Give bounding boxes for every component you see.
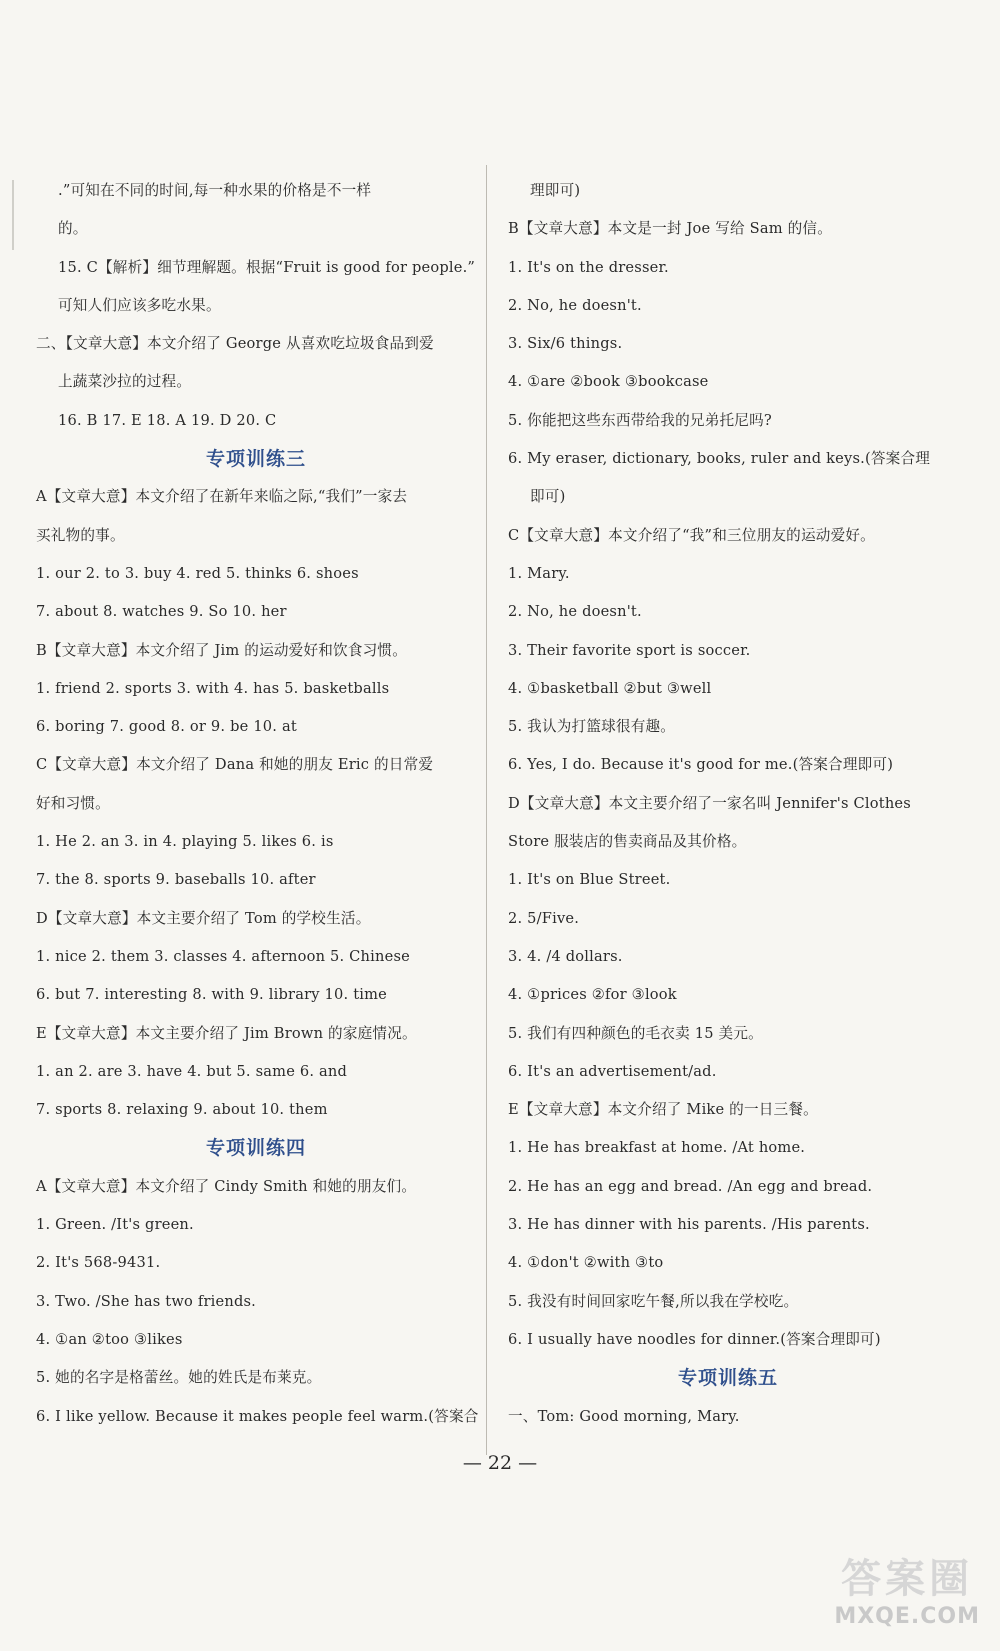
answer-line: 的。 <box>58 220 88 238</box>
answer-line: 7. about 8. watches 9. So 10. her <box>36 603 287 621</box>
answer-line: 1. He has breakfast at home. /At home. <box>508 1139 806 1157</box>
watermark-logo <box>834 1547 980 1629</box>
answer-line: 2. No, he doesn't. <box>508 603 642 621</box>
answer-line: 1. nice 2. them 3. classes 4. afternoon 5. Chinese <box>36 947 410 965</box>
answer-line: 6. I like yellow. Because it makes people feel warm.(答案合 <box>36 1407 479 1425</box>
answer-line: 5. 我没有时间回家吃午餐,所以我在学校吃。 <box>508 1292 799 1310</box>
answer-line: 7. the 8. sports 9. baseballs 10. after <box>36 871 316 889</box>
answer-line: E【文章大意】本文介绍了 Mike 的一日三餐。 <box>508 1101 818 1119</box>
answer-line: 5. 她的名字是格蕾丝。她的姓氏是布莱克。 <box>36 1369 322 1387</box>
watermark-main: 答案圈 <box>841 1556 974 1602</box>
answer-line: B【文章大意】本文是一封 Joe 写给 Sam 的信。 <box>508 220 832 238</box>
answer-line: 5. 我认为打篮球很有趣。 <box>508 718 676 736</box>
answer-line: B【文章大意】本文介绍了 Jim 的运动爱好和饮食习惯。 <box>36 641 408 659</box>
answer-line: 1. He 2. an 3. in 4. playing 5. likes 6. is <box>36 833 334 851</box>
left-column <box>36 172 479 1436</box>
answer-line: D【文章大意】本文主要介绍了一家名叫 Jennifer's Clothes <box>508 794 911 812</box>
answer-line: 1. Mary. <box>508 564 570 582</box>
answer-line: 上蔬菜沙拉的过程。 <box>58 373 192 391</box>
answer-line: 3. He has dinner with his parents. /His parents. <box>508 1216 870 1234</box>
answer-line: 1. It's on the dresser. <box>508 258 669 276</box>
answer-line: 3. Six/6 things. <box>508 335 623 353</box>
answer-line: 2. No, he doesn't. <box>508 296 642 314</box>
answer-line: 7. sports 8. relaxing 9. about 10. them <box>36 1101 328 1119</box>
answer-line: 1. It's on Blue Street. <box>508 871 671 889</box>
answer-line: 6. but 7. interesting 8. with 9. library 10. time <box>36 986 388 1004</box>
answer-line: 好和习惯。 <box>36 794 110 812</box>
answer-line: 1. Green. /It's green. <box>36 1216 194 1234</box>
answer-line: D【文章大意】本文主要介绍了 Tom 的学校生活。 <box>36 909 371 927</box>
answer-line: 理即可) <box>530 182 581 199</box>
answer-line: 4. ①don't ②with ③to <box>508 1254 664 1272</box>
section-heading: 专项训练三 <box>205 448 306 471</box>
answer-line: 2. He has an egg and bread. /An egg and bread. <box>508 1177 873 1195</box>
answer-line: 1. friend 2. sports 3. with 4. has 5. basketballs <box>36 679 390 697</box>
answer-line: 6. My eraser, dictionary, books, ruler and keys.(答案合理 <box>508 450 931 468</box>
column-divider <box>486 165 487 1455</box>
answer-line: E【文章大意】本文主要介绍了 Jim Brown 的家庭情况。 <box>36 1024 417 1042</box>
answer-line: 3. 4. /4 dollars. <box>508 947 623 965</box>
answer-line: 1. our 2. to 3. buy 4. red 5. thinks 6. shoes <box>36 564 359 582</box>
section-heading: 专项训练四 <box>205 1137 306 1160</box>
answer-line: A【文章大意】本文介绍了 Cindy Smith 和她的朋友们。 <box>36 1177 417 1195</box>
page-number: — 22 — <box>462 1452 538 1474</box>
answer-line: 一、Tom: Good morning, Mary. <box>508 1407 740 1425</box>
answer-line: C【文章大意】本文介绍了 Dana 和她的朋友 Eric 的日常爱 <box>36 756 434 774</box>
binding-mark <box>12 180 14 250</box>
answer-line: 4. ①are ②book ③bookcase <box>508 373 709 391</box>
answer-line: 二、【文章大意】本文介绍了 George 从喜欢吃垃圾食品到爱 <box>36 335 434 353</box>
answer-line: 买礼物的事。 <box>36 526 125 544</box>
answer-line: 16. B 17. E 18. A 19. D 20. C <box>58 411 277 429</box>
answer-line: .”可知在不同的时间,每一种水果的价格是不一样 <box>58 182 372 199</box>
answer-line: 6. It's an advertisement/ad. <box>508 1062 717 1080</box>
answer-line: 2. 5/Five. <box>508 909 580 927</box>
answer-line: 3. Two. /She has two friends. <box>36 1292 257 1310</box>
answer-line: 6. I usually have noodles for dinner.(答案合理即可) <box>508 1330 881 1348</box>
section-heading: 专项训练五 <box>677 1367 778 1390</box>
answer-line: 4. ①basketball ②but ③well <box>508 679 712 697</box>
answer-line: 4. ①prices ②for ③look <box>508 986 677 1004</box>
right-column <box>508 172 948 1436</box>
answer-line: Store 服装店的售卖商品及其价格。 <box>508 833 747 851</box>
answer-line: 6. boring 7. good 8. or 9. be 10. at <box>36 718 297 736</box>
answer-line: 可知人们应该多吃水果。 <box>58 296 221 314</box>
watermark-url: MXQE.COM <box>834 1604 980 1629</box>
answer-line: 2. It's 568-9431. <box>36 1254 161 1272</box>
answer-line: A【文章大意】本文介绍了在新年来临之际,“我们”一家去 <box>36 488 408 506</box>
answer-line: 3. Their favorite sport is soccer. <box>508 641 751 659</box>
answer-line: 5. 你能把这些东西带给我的兄弟托尼吗? <box>508 411 772 429</box>
answer-line: 即可) <box>530 488 566 506</box>
answer-line: C【文章大意】本文介绍了“我”和三位朋友的运动爱好。 <box>508 526 875 544</box>
answer-line: 5. 我们有四种颜色的毛衣卖 15 美元。 <box>508 1024 763 1042</box>
answer-line: 6. Yes, I do. Because it's good for me.(答案合理即可) <box>508 756 894 774</box>
answer-line: 1. an 2. are 3. have 4. but 5. same 6. and <box>36 1062 348 1080</box>
answer-line: 15. C【解析】细节理解题。根据“Fruit is good for people.” <box>58 258 476 276</box>
answer-line: 4. ①an ②too ③likes <box>36 1330 183 1348</box>
